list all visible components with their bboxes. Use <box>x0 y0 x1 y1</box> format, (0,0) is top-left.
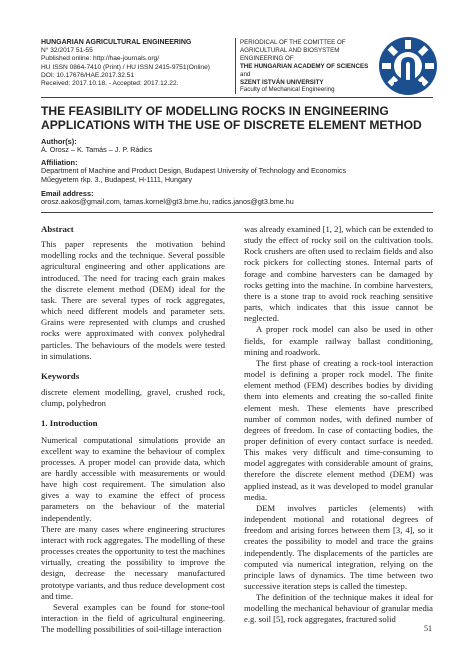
abstract-text: This paper represents the motivation behind modelling rocks and the technique. Several possible agricultural engineering and other applications are introduced. The need for tracing each grain makes the discrete element method (DEM) ideal for the task. There are several types of rock aggregates, which need different models and parameter sets. Grains were represented with clumps and crushed rocks were approximated with convex polyhedral particles. The behaviours of the models were tested in simulations. <box>41 239 225 361</box>
university-name: SZENT ISTVÁN UNIVERSITY <box>240 78 324 86</box>
page-number: 51 <box>424 624 432 633</box>
issue: N° 32/2017 51-55 <box>41 47 93 55</box>
introduction-heading: 1. Introduction <box>41 418 98 429</box>
issn: HU ISSN 0864-7410 (Print) / HU ISSN 2415-9751(Online) <box>41 63 210 71</box>
received-accepted: Received: 2017.10.18. - Accepted: 2017.12.22. <box>41 80 179 88</box>
title-rule <box>41 212 433 213</box>
title-line-1: THE FEASIBILITY OF MODELLING ROCKS IN ENGINEERING <box>41 104 389 118</box>
right-paragraph-2: A proper rock model can also be used in other fields, for example railway ballast conditioning, mining and roadwork. <box>244 324 433 357</box>
and-text: and <box>240 70 251 78</box>
periodical-line-1: PERIODICAL OF THE COMITTEE OF <box>240 39 346 46</box>
published-online: Published online: http://hae-journals.org/ <box>41 55 160 63</box>
affiliation-label: Affiliation: <box>41 158 78 167</box>
right-column <box>244 224 433 626</box>
right-paragraph-4: DEM involves particles (elements) with independent motional and rotational degrees of freedom and arising forces between them [3, 4], so it creates the possibility to model and trace the grains independently. The displacements of the particles are computed via numerical integration, relying on the principle laws of dynamics. The time between two successive iteration steps is called the timestep. <box>244 502 433 591</box>
academy-name: THE HUNGARIAN ACADEMY OF SCIENCES <box>240 62 369 70</box>
abstract-heading: Abstract <box>41 224 74 234</box>
doi: DOI: 10.17676/HAE.2017.32.51 <box>41 71 135 79</box>
right-paragraph-5: The definition of the technique makes it ideal for modelling the mechanical behaviour of granular media e.g. soil [5], rock aggregates, fractured solid <box>244 592 433 625</box>
email-label: Email address: <box>41 189 94 198</box>
affiliation-line-1: Department of Machine and Product Design, Budapest University of Technology and Economics <box>41 166 347 175</box>
journal-name: HUNGARIAN AGRICULTURAL ENGINEERING <box>41 39 192 46</box>
right-paragraph-3: The first phase of creating a rock-tool interaction model is defining a proper rock model. The finite element method (FEM) describes bodies by dividing them into elements and creating the so-called finite element mesh. These elements have prescribed number of common nodes, with defined number of degrees of freedom. In case of contacting bodies, the proper definition of every contact surface is needed. This makes very difficult and time-consuming to model aggregates with considerable amount of grains, therefore the discrete element method (DEM) was applied instead, as it was developed to model granular media. <box>244 357 433 502</box>
keywords-text: discrete element modelling, gravel, crushed rock, clump, polyhedron <box>41 387 225 409</box>
intro-paragraph-2: There are many cases where engineering structures interact with rock aggregates. The modelling of these processes creates the opportunity to test the machines virtually, creating the possibility to improve the design, decrease the necessary manufactured prototype variants, and thus reduce development cost and time. <box>41 523 225 601</box>
email-addresses: orosz.aakos@gmail.com, tamas.kornel@gt3.bme.hu, radics.janos@gt3.bme.hu <box>41 197 294 206</box>
keywords-heading: Keywords <box>41 370 80 381</box>
intro-paragraph-3: Several examples can be found for stone-tool interaction in the field of agricultural engineering. The modelling possibilities of soil-tillage interaction <box>41 601 225 635</box>
periodical-line-3: ENGINEERING OF <box>240 54 294 62</box>
title-line-2: APPLICATIONS WITH THE USE OF DISCRETE ELEMENT METHOD <box>41 118 422 133</box>
left-column <box>41 224 225 635</box>
right-paragraph-1: was already examined [1, 2], which can be extended to study the effect of rocky soil on the cultivation tools. Rock crushers are often used to reclaim fields and also rock pickers for collecting stones. Internal parts of forage and combine harvesters can be damaged by rocks getting into the machine. In combine harvesters, there is a stone trap to avoid rock reaching sensitive parts, which indicates that this issue cannot be neglected. <box>244 224 433 324</box>
intro-paragraph-1: Numerical computational simulations provide an excellent way to examine the behaviour of complex processes. A proper model can provide data, which are hardly accessible with measurements or would have high cost requirement. The simulation also gives a way to examine the effect of process parameters on the behaviour of the material independently. <box>41 434 225 523</box>
periodical-line-2: AGRICULTURAL AND BIOSYSTEM <box>240 46 340 54</box>
journal-info <box>41 39 231 88</box>
paper-title <box>41 104 433 132</box>
header-divider <box>235 38 236 94</box>
faculty-name: Faculty of Mechanical Engineering <box>240 86 335 94</box>
authors-label: Author(s): <box>41 137 77 146</box>
authors: Á. Orosz – K. Tamás – J. P. Rádics <box>41 145 153 154</box>
header-rule <box>41 97 433 98</box>
journal-logo-icon <box>378 36 438 96</box>
periodical-info <box>240 39 380 94</box>
affiliation-line-2: Műegyetem rkp. 3., Budapest, H-1111, Hungary <box>41 175 193 184</box>
